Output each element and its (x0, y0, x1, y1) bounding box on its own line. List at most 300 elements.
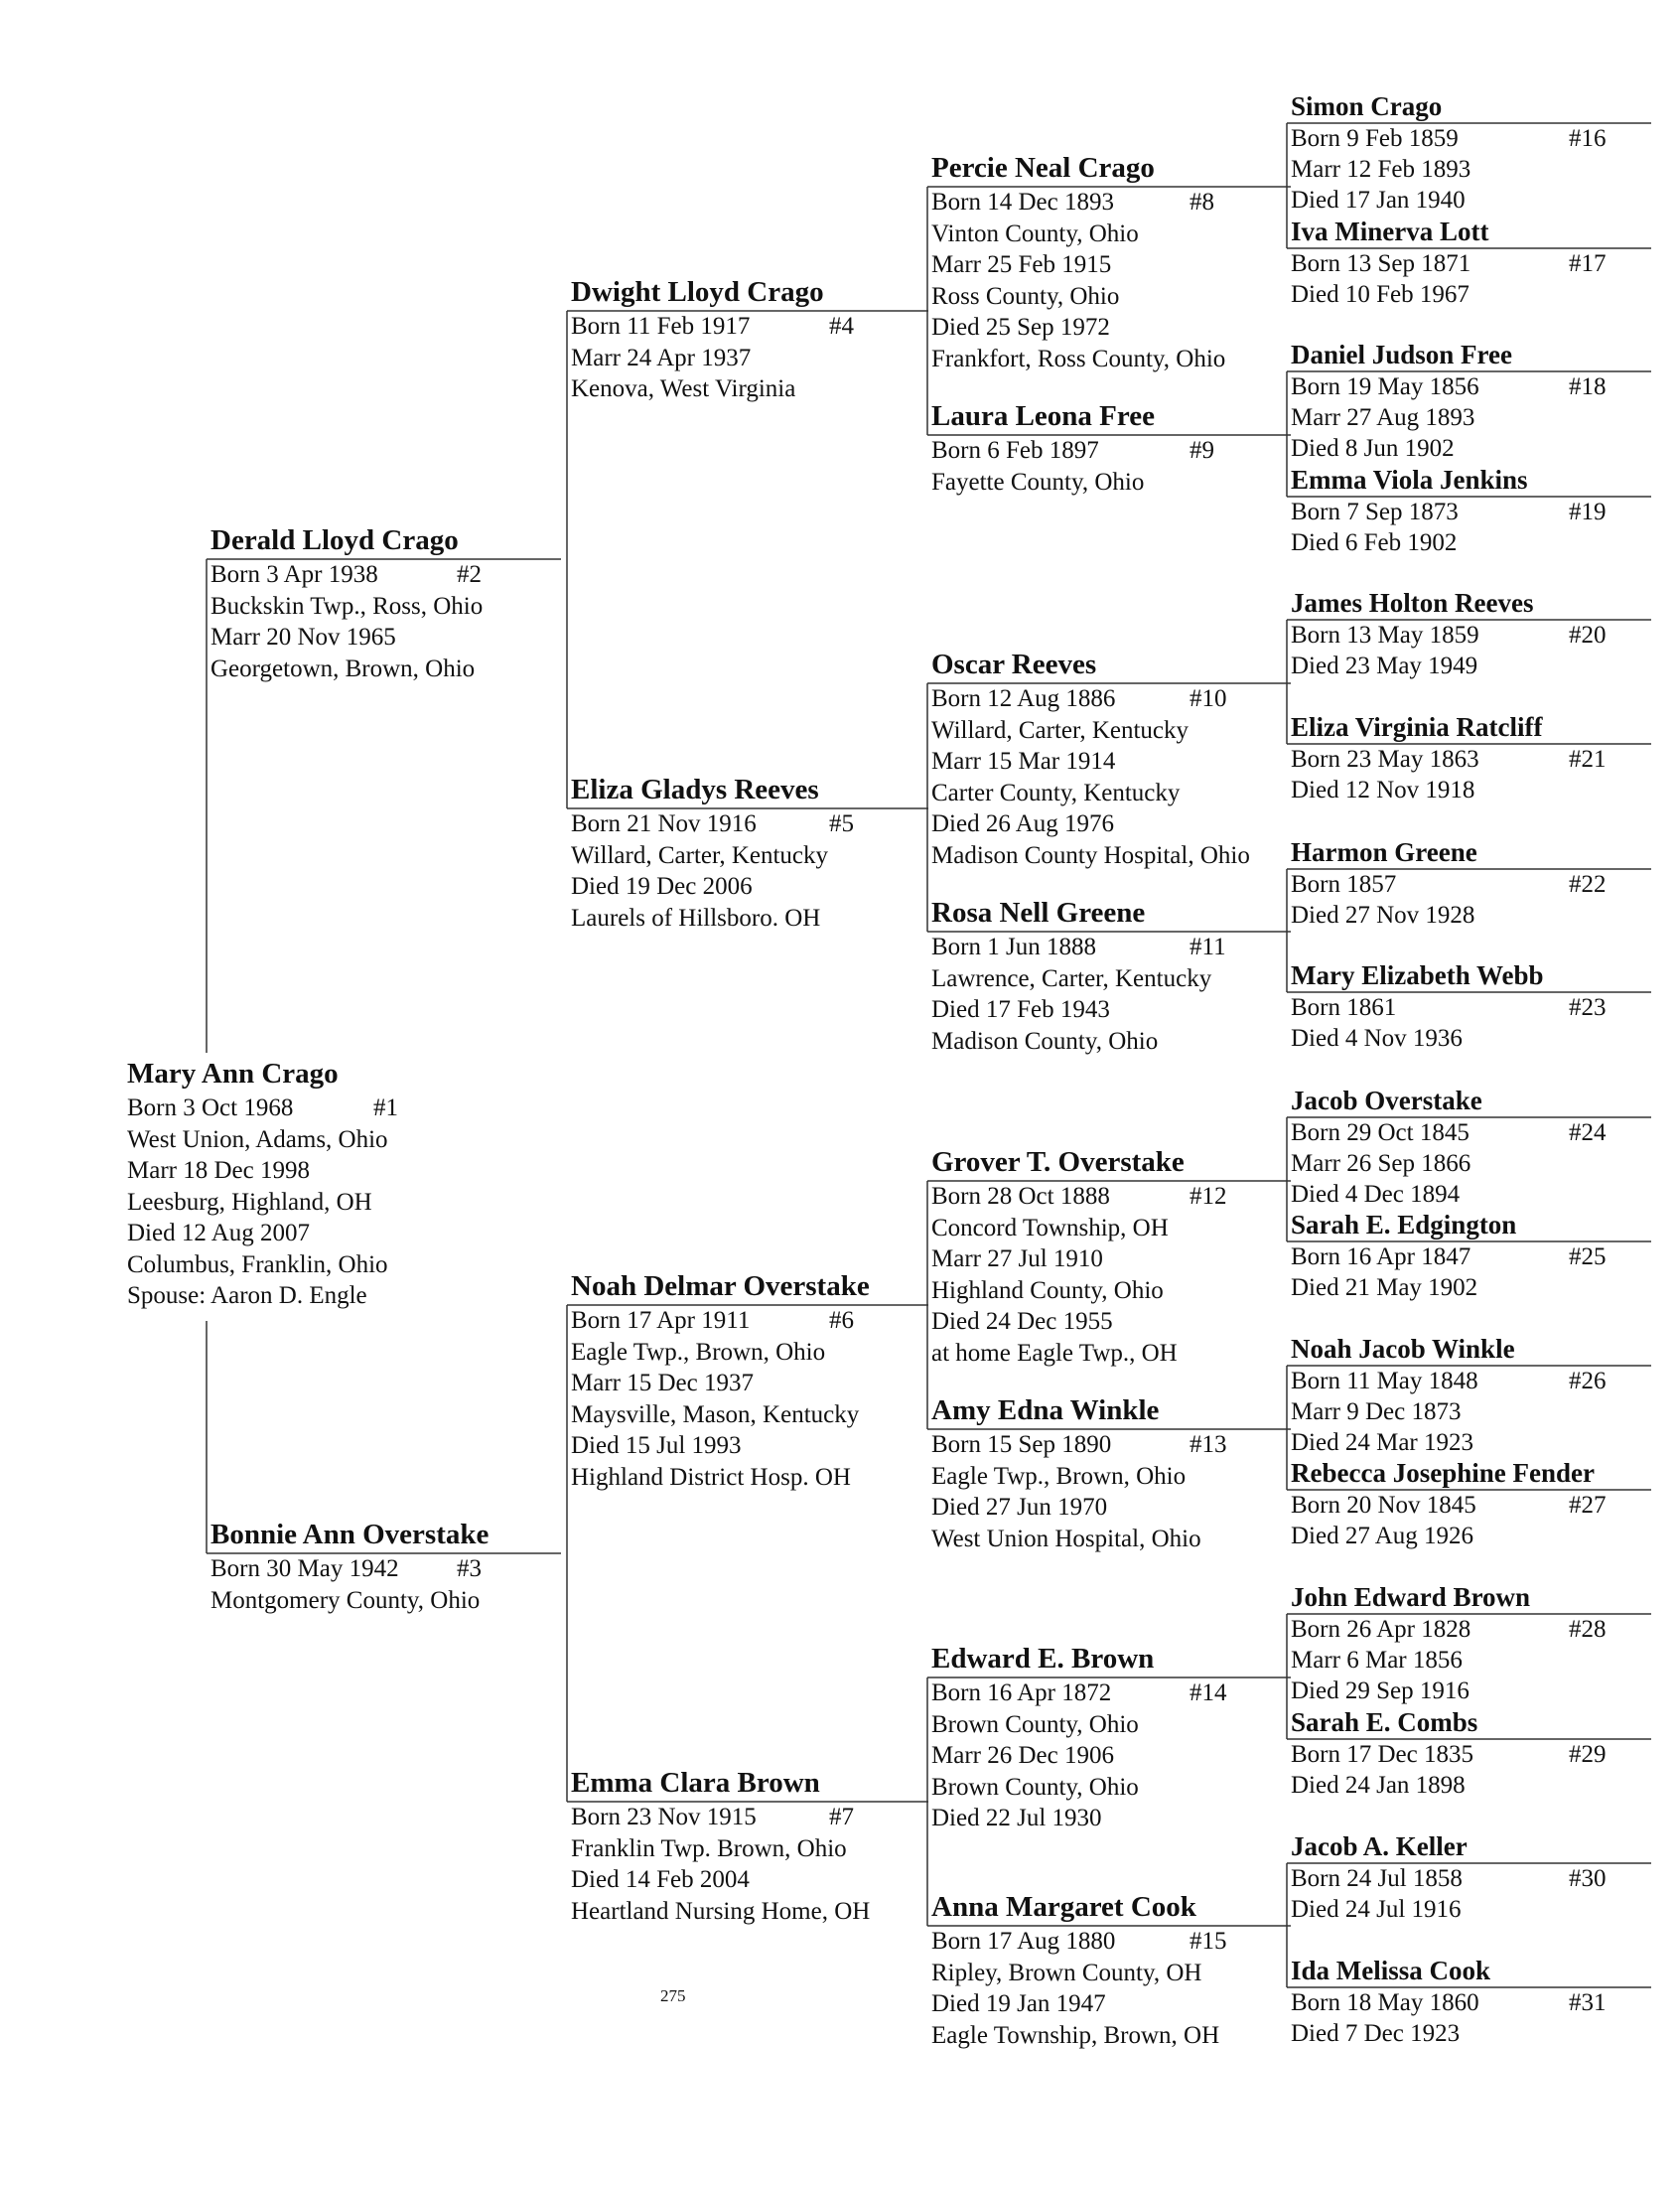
detail-text: Died 15 Jul 1993 (571, 1432, 742, 1459)
person-detail-line (571, 1399, 923, 1431)
person-detail-line (571, 1337, 923, 1369)
person-box-12 (931, 1143, 1284, 1369)
ahnentafel-number: #13 (1190, 1431, 1227, 1458)
person-box-17 (1291, 216, 1643, 310)
person-detail-line (931, 1213, 1284, 1244)
detail-text: Died 19 Jan 1947 (931, 1990, 1106, 2017)
person-name: Percie Neal Crago (931, 152, 1155, 184)
person-detail-line (1291, 775, 1643, 805)
detail-text: Died 17 Jan 1940 (1291, 187, 1466, 214)
person-detail-line (1291, 1272, 1643, 1303)
detail-text: Brown County, Ohio (931, 1773, 1139, 1801)
person-detail-line (127, 1280, 485, 1312)
person-name: Simon Crago (1291, 91, 1443, 121)
ahnentafel-number: #31 (1569, 1989, 1607, 2016)
person-detail-line (127, 1093, 485, 1124)
person-name: Oscar Reeves (931, 649, 1097, 680)
detail-text: Born 12 Aug 1886 (931, 685, 1116, 712)
ahnentafel-number: #28 (1569, 1616, 1607, 1643)
detail-text: Concord Township, OH (931, 1214, 1169, 1241)
detail-text: Died 14 Feb 2004 (571, 1866, 750, 1893)
person-detail-line (571, 311, 923, 343)
person-box-26 (1291, 1333, 1643, 1458)
person-detail-line (1291, 402, 1643, 433)
detail-text: Marr 15 Dec 1937 (571, 1370, 754, 1396)
detail-text: Laurels of Hillsboro. OH (571, 904, 821, 932)
person-detail-line (1291, 2018, 1643, 2049)
person-detail-line (1291, 1396, 1643, 1427)
person-box-3 (210, 1516, 563, 1616)
ahnentafel-number: #10 (1190, 685, 1227, 712)
person-box-25 (1291, 1209, 1643, 1303)
person-box-18 (1291, 339, 1643, 464)
person-name: James Holton Reeves (1291, 588, 1534, 618)
detail-text: Marr 6 Mar 1856 (1291, 1647, 1463, 1674)
detail-text: Born 26 Apr 1828 (1291, 1616, 1471, 1643)
detail-text: Died 24 Jul 1916 (1291, 1896, 1462, 1923)
person-detail-line (1291, 248, 1643, 279)
person-detail-line (571, 1896, 923, 1928)
person-detail-line (1291, 744, 1643, 775)
ahnentafel-number: #7 (829, 1804, 854, 1830)
detail-text: Highland District Hosp. OH (571, 1463, 851, 1491)
person-detail-line (210, 1585, 563, 1617)
detail-text: Born 6 Feb 1897 (931, 437, 1099, 464)
detail-text: Died 7 Dec 1923 (1291, 2020, 1461, 2047)
person-name: Emma Viola Jenkins (1291, 465, 1528, 495)
detail-text: Born 23 Nov 1915 (571, 1804, 757, 1830)
person-detail-line (127, 1187, 485, 1219)
detail-text: Born 24 Jul 1858 (1291, 1865, 1463, 1892)
person-detail-line (931, 1803, 1284, 1834)
person-detail-line (931, 840, 1284, 872)
person-detail-line (931, 2020, 1284, 2052)
ahnentafel-number: #29 (1569, 1741, 1607, 1768)
person-detail-line (931, 715, 1284, 747)
person-name: Jacob A. Keller (1291, 1831, 1468, 1861)
person-detail-line (571, 903, 923, 935)
detail-text: Born 1 Jun 1888 (931, 934, 1096, 960)
person-detail-line (931, 778, 1284, 809)
person-detail-line (571, 1368, 923, 1399)
person-detail-line (1291, 123, 1643, 154)
detail-text: Maysville, Mason, Kentucky (571, 1400, 860, 1428)
detail-text: Died 22 Jul 1930 (931, 1805, 1102, 1831)
detail-text: Franklin Twp. Brown, Ohio (571, 1834, 847, 1862)
person-detail-line (210, 654, 563, 685)
page-number: 275 (660, 1986, 686, 2005)
person-detail-line (931, 1026, 1284, 1058)
person-name: Iva Minerva Lott (1291, 217, 1489, 246)
detail-text: Spouse: Aaron D. Engle (127, 1282, 367, 1309)
person-detail-line (931, 1243, 1284, 1275)
person-detail-line (931, 1740, 1284, 1772)
ahnentafel-number: #11 (1190, 934, 1226, 960)
person-name: Harmon Greene (1291, 837, 1477, 867)
person-name: Derald Lloyd Crago (210, 524, 459, 556)
detail-text: Born 28 Oct 1888 (931, 1183, 1110, 1210)
ahnentafel-number: #21 (1569, 746, 1607, 773)
person-detail-line (931, 1461, 1284, 1493)
person-box-22 (1291, 836, 1643, 931)
detail-text: Died 19 Dec 2006 (571, 873, 753, 900)
detail-text: Born 11 Feb 1917 (571, 313, 751, 340)
person-detail-line (127, 1218, 485, 1249)
person-detail-line (931, 1275, 1284, 1307)
detail-text: Born 23 May 1863 (1291, 746, 1479, 773)
detail-text: Heartland Nursing Home, OH (571, 1897, 871, 1925)
person-box-20 (1291, 587, 1643, 681)
person-detail-line (1291, 279, 1643, 310)
detail-text: Leesburg, Highland, OH (127, 1188, 372, 1216)
detail-text: Died 10 Feb 1967 (1291, 281, 1470, 308)
detail-text: Montgomery County, Ohio (210, 1586, 481, 1614)
person-detail-line (1291, 1148, 1643, 1179)
detail-text: Brown County, Ohio (931, 1710, 1139, 1738)
detail-text: Ripley, Brown County, OH (931, 1959, 1202, 1986)
person-detail-line (1291, 869, 1643, 900)
person-box-23 (1291, 959, 1643, 1054)
person-name: Laura Leona Free (931, 400, 1155, 432)
person-box-13 (931, 1391, 1284, 1554)
detail-text: Died 24 Dec 1955 (931, 1308, 1113, 1335)
detail-text: Born 3 Oct 1968 (127, 1094, 294, 1121)
person-name: Anna Margaret Cook (931, 1891, 1196, 1923)
person-detail-line (1291, 1894, 1643, 1925)
detail-text: Born 13 May 1859 (1291, 622, 1479, 649)
person-name: Edward E. Brown (931, 1643, 1155, 1675)
person-box-8 (931, 149, 1284, 374)
person-detail-line (931, 219, 1284, 250)
detail-text: Marr 27 Jul 1910 (931, 1245, 1103, 1272)
person-box-4 (571, 273, 923, 405)
detail-text: Marr 15 Mar 1914 (931, 748, 1116, 775)
person-detail-line (931, 1677, 1284, 1709)
detail-text: Born 13 Sep 1871 (1291, 250, 1471, 277)
person-box-21 (1291, 711, 1643, 805)
detail-text: Died 27 Jun 1970 (931, 1494, 1108, 1521)
detail-text: Died 12 Aug 2007 (127, 1220, 311, 1246)
ahnentafel-number: #3 (457, 1555, 482, 1582)
detail-text: Buckskin Twp., Ross, Ohio (210, 592, 484, 620)
person-box-9 (931, 397, 1284, 498)
detail-text: Born 30 May 1942 (210, 1555, 399, 1582)
detail-text: Eagle Twp., Brown, Ohio (931, 1462, 1187, 1490)
ahnentafel-number: #25 (1569, 1243, 1607, 1270)
person-name: Rebecca Josephine Fender (1291, 1458, 1595, 1488)
person-detail-line (1291, 154, 1643, 185)
person-name: Rosa Nell Greene (931, 897, 1146, 929)
detail-text: Marr 18 Dec 1998 (127, 1157, 310, 1184)
detail-text: Marr 27 Aug 1893 (1291, 404, 1475, 431)
detail-text: Died 12 Nov 1918 (1291, 777, 1475, 803)
person-detail-line (931, 344, 1284, 375)
detail-text: Marr 20 Nov 1965 (210, 624, 396, 651)
person-box-14 (931, 1640, 1284, 1834)
person-detail-line (931, 249, 1284, 281)
person-detail-line (931, 1429, 1284, 1461)
detail-text: Born 20 Nov 1845 (1291, 1492, 1476, 1519)
detail-text: Marr 26 Dec 1906 (931, 1742, 1114, 1769)
person-box-6 (571, 1267, 923, 1493)
person-name: Amy Edna Winkle (931, 1394, 1160, 1426)
detail-text: Highland County, Ohio (931, 1276, 1164, 1304)
person-detail-line (571, 1430, 923, 1462)
person-detail-line (1291, 1770, 1643, 1801)
person-detail-line (931, 1181, 1284, 1213)
person-detail-line (571, 1802, 923, 1833)
detail-text: Ross County, Ohio (931, 282, 1120, 310)
ahnentafel-number: #27 (1569, 1492, 1607, 1519)
person-detail-line (1291, 1863, 1643, 1894)
ahnentafel-number: #2 (457, 561, 482, 588)
detail-text: Georgetown, Brown, Ohio (210, 655, 476, 682)
person-detail-line (1291, 1521, 1643, 1551)
person-detail-line (571, 808, 923, 840)
person-detail-line (931, 281, 1284, 313)
detail-text: at home Eagle Twp., OH (931, 1339, 1178, 1367)
detail-text: Born 1861 (1291, 994, 1397, 1021)
detail-text: Born 16 Apr 1847 (1291, 1243, 1471, 1270)
person-name: Sarah E. Edgington (1291, 1210, 1517, 1239)
person-detail-line (1291, 371, 1643, 402)
detail-text: Died 29 Sep 1916 (1291, 1677, 1470, 1704)
ahnentafel-number: #14 (1190, 1679, 1227, 1706)
person-box-10 (931, 646, 1284, 871)
detail-text: Born 17 Aug 1880 (931, 1928, 1116, 1955)
detail-text: Born 21 Nov 1916 (571, 810, 757, 837)
person-name: Eliza Virginia Ratcliff (1291, 712, 1543, 742)
person-detail-line (210, 1553, 563, 1585)
person-detail-line (571, 840, 923, 872)
ahnentafel-number: #8 (1190, 189, 1214, 216)
person-box-28 (1291, 1581, 1643, 1706)
ahnentafel-number: #5 (829, 810, 854, 837)
detail-text: Eagle Twp., Brown, Ohio (571, 1338, 826, 1366)
person-name: Mary Ann Crago (127, 1058, 339, 1090)
person-detail-line (1291, 1117, 1643, 1148)
detail-text: Willard, Carter, Kentucky (931, 716, 1190, 744)
person-detail-line (571, 1833, 923, 1865)
person-detail-line (931, 746, 1284, 778)
person-detail-line (931, 1524, 1284, 1555)
person-box-5 (571, 771, 923, 934)
detail-text: Lawrence, Carter, Kentucky (931, 964, 1212, 992)
person-name: Ida Melissa Cook (1291, 1956, 1491, 1985)
detail-text: Fayette County, Ohio (931, 468, 1145, 496)
person-detail-line (1291, 1490, 1643, 1521)
person-detail-line (1291, 185, 1643, 216)
person-detail-line (1291, 1987, 1643, 2018)
detail-text: Died 21 May 1902 (1291, 1274, 1478, 1301)
detail-text: Madison County Hospital, Ohio (931, 841, 1250, 869)
person-detail-line (931, 683, 1284, 715)
person-detail-line (210, 591, 563, 623)
person-detail-line (571, 1462, 923, 1494)
detail-text: Born 16 Apr 1872 (931, 1679, 1112, 1706)
person-name: Jacob Overstake (1291, 1086, 1482, 1115)
detail-text: Born 14 Dec 1893 (931, 189, 1114, 216)
person-detail-line (1291, 992, 1643, 1023)
detail-text: Died 27 Nov 1928 (1291, 902, 1475, 929)
detail-text: Died 25 Sep 1972 (931, 314, 1110, 341)
person-name: Dwight Lloyd Crago (571, 276, 824, 308)
person-detail-line (1291, 1676, 1643, 1706)
person-detail-line (571, 871, 923, 903)
detail-text: Born 1857 (1291, 871, 1397, 898)
detail-text: Died 27 Aug 1926 (1291, 1523, 1474, 1549)
person-detail-line (931, 435, 1284, 467)
person-detail-line (931, 1926, 1284, 1958)
ahnentafel-number: #1 (373, 1094, 398, 1121)
ahnentafel-number: #18 (1569, 373, 1607, 400)
detail-text: Born 11 May 1848 (1291, 1368, 1478, 1394)
person-detail-line (571, 1305, 923, 1337)
person-detail-line (1291, 1366, 1643, 1396)
person-detail-line (1291, 1179, 1643, 1210)
person-detail-line (931, 1338, 1284, 1370)
person-detail-line (1291, 651, 1643, 681)
detail-text: Vinton County, Ohio (931, 219, 1139, 247)
person-detail-line (931, 994, 1284, 1026)
detail-text: Died 4 Dec 1894 (1291, 1181, 1461, 1208)
person-detail-line (931, 963, 1284, 995)
person-detail-line (1291, 1023, 1643, 1054)
person-detail-line (1291, 1645, 1643, 1676)
detail-text: Willard, Carter, Kentucky (571, 841, 829, 869)
ahnentafel-number: #17 (1569, 250, 1607, 277)
detail-text: Carter County, Kentucky (931, 779, 1181, 806)
person-detail-line (127, 1249, 485, 1281)
person-box-2 (210, 521, 563, 684)
person-detail-line (1291, 900, 1643, 931)
person-detail-line (1291, 1427, 1643, 1458)
person-detail-line (571, 373, 923, 405)
person-detail-line (1291, 1614, 1643, 1645)
person-detail-line (931, 1709, 1284, 1741)
detail-text: Born 7 Sep 1873 (1291, 499, 1459, 525)
person-name: Emma Clara Brown (571, 1767, 820, 1799)
person-detail-line (931, 1988, 1284, 2020)
detail-text: Born 9 Feb 1859 (1291, 125, 1459, 152)
detail-text: Marr 9 Dec 1873 (1291, 1398, 1462, 1425)
person-detail-line (1291, 433, 1643, 464)
person-name: Sarah E. Combs (1291, 1707, 1478, 1737)
detail-text: Died 17 Feb 1943 (931, 996, 1110, 1023)
ahnentafel-number: #20 (1569, 622, 1607, 649)
ahnentafel-number: #9 (1190, 437, 1214, 464)
detail-text: Born 17 Apr 1911 (571, 1307, 751, 1334)
person-detail-line (931, 808, 1284, 840)
person-detail-line (1291, 1241, 1643, 1272)
person-box-24 (1291, 1085, 1643, 1210)
person-name: Mary Elizabeth Webb (1291, 960, 1544, 990)
ahnentafel-number: #6 (829, 1307, 854, 1334)
detail-text: Born 19 May 1856 (1291, 373, 1479, 400)
person-detail-line (931, 1492, 1284, 1524)
detail-text: Died 4 Nov 1936 (1291, 1025, 1463, 1052)
ahnentafel-number: #26 (1569, 1368, 1607, 1394)
ahnentafel-number: #22 (1569, 871, 1607, 898)
person-name: John Edward Brown (1291, 1582, 1531, 1612)
person-detail-line (1291, 527, 1643, 558)
detail-text: Died 24 Mar 1923 (1291, 1429, 1473, 1456)
person-detail-line (127, 1155, 485, 1187)
person-detail-line (931, 1958, 1284, 1989)
detail-text: Died 23 May 1949 (1291, 653, 1478, 679)
person-box-1 (127, 1055, 485, 1312)
person-detail-line (1291, 620, 1643, 651)
detail-text: Kenova, West Virginia (571, 375, 796, 402)
detail-text: Died 24 Jan 1898 (1291, 1772, 1466, 1799)
person-box-29 (1291, 1706, 1643, 1801)
person-detail-line (931, 1772, 1284, 1804)
ahnentafel-number: #4 (829, 313, 854, 340)
person-detail-line (571, 1864, 923, 1896)
person-name: Noah Delmar Overstake (571, 1270, 870, 1302)
person-name: Bonnie Ann Overstake (210, 1519, 490, 1550)
detail-text: Born 29 Oct 1845 (1291, 1119, 1470, 1146)
detail-text: West Union Hospital, Ohio (931, 1525, 1201, 1552)
detail-text: Born 17 Dec 1835 (1291, 1741, 1473, 1768)
person-detail-line (1291, 1739, 1643, 1770)
person-box-27 (1291, 1457, 1643, 1551)
detail-text: Columbus, Franklin, Ohio (127, 1250, 388, 1278)
person-box-11 (931, 894, 1284, 1057)
detail-text: Died 6 Feb 1902 (1291, 529, 1458, 556)
person-name: Noah Jacob Winkle (1291, 1334, 1515, 1364)
ahnentafel-number: #30 (1569, 1865, 1607, 1892)
person-detail-line (931, 932, 1284, 963)
person-detail-line (931, 312, 1284, 344)
person-box-30 (1291, 1830, 1643, 1925)
person-name: Eliza Gladys Reeves (571, 774, 819, 805)
ahnentafel-number: #19 (1569, 499, 1607, 525)
detail-text: Marr 25 Feb 1915 (931, 251, 1112, 278)
detail-text: Marr 24 Apr 1937 (571, 344, 752, 371)
detail-text: Madison County, Ohio (931, 1027, 1159, 1055)
detail-text: Marr 26 Sep 1866 (1291, 1150, 1471, 1177)
person-detail-line (127, 1124, 485, 1156)
ahnentafel-number: #24 (1569, 1119, 1607, 1146)
detail-text: Eagle Township, Brown, OH (931, 2021, 1220, 2049)
person-detail-line (210, 559, 563, 591)
ahnentafel-number: #23 (1569, 994, 1607, 1021)
person-detail-line (931, 467, 1284, 499)
detail-text: Frankfort, Ross County, Ohio (931, 345, 1226, 372)
detail-text: Born 3 Apr 1938 (210, 561, 378, 588)
ahnentafel-number: #12 (1190, 1183, 1227, 1210)
person-box-31 (1291, 1955, 1643, 2049)
person-detail-line (931, 1306, 1284, 1338)
person-detail-line (1291, 497, 1643, 527)
person-detail-line (931, 187, 1284, 219)
detail-text: Died 8 Jun 1902 (1291, 435, 1455, 462)
person-detail-line (571, 343, 923, 374)
detail-text: Born 15 Sep 1890 (931, 1431, 1112, 1458)
person-box-19 (1291, 464, 1643, 558)
person-name: Daniel Judson Free (1291, 340, 1513, 369)
ahnentafel-number: #16 (1569, 125, 1607, 152)
person-box-7 (571, 1764, 923, 1927)
detail-text: West Union, Adams, Ohio (127, 1125, 388, 1153)
detail-text: Born 18 May 1860 (1291, 1989, 1479, 2016)
ahnentafel-number: #15 (1190, 1928, 1227, 1955)
person-box-16 (1291, 90, 1643, 216)
detail-text: Marr 12 Feb 1893 (1291, 156, 1471, 183)
person-name: Grover T. Overstake (931, 1146, 1185, 1178)
detail-text: Died 26 Aug 1976 (931, 810, 1115, 837)
